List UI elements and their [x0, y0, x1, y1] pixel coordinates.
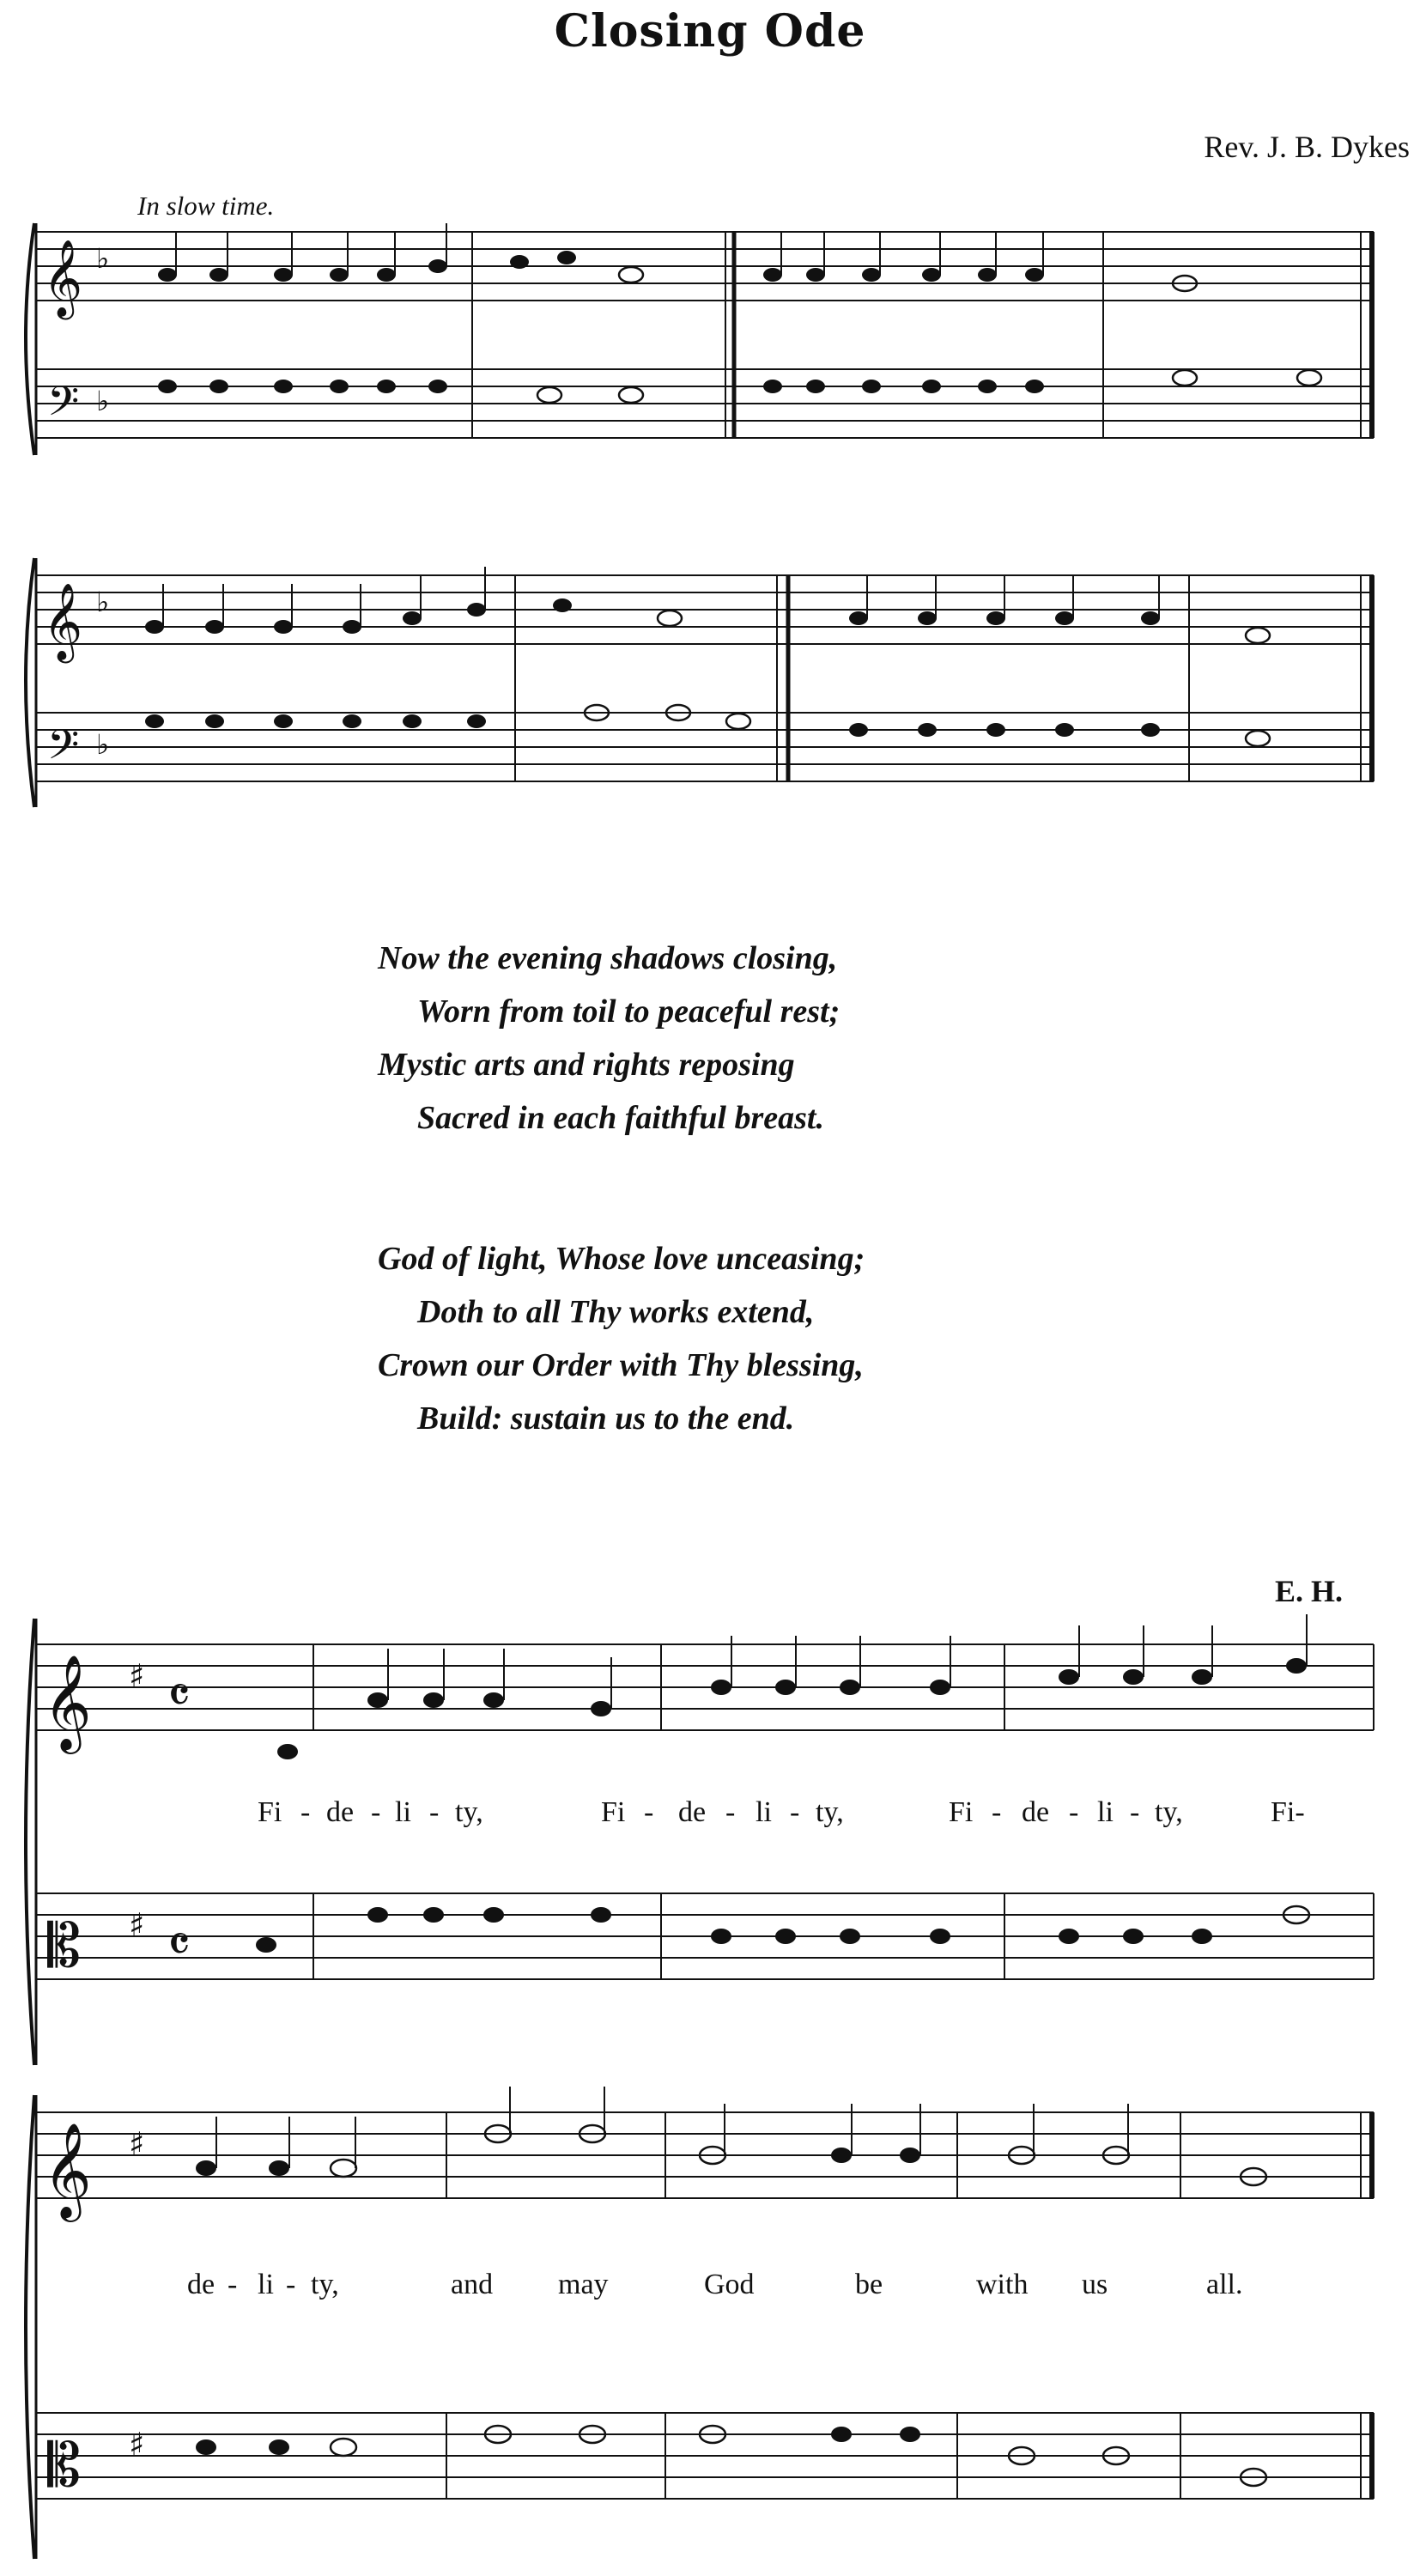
- svg-text:𝄡: 𝄡: [47, 2430, 82, 2500]
- lyric-hyphen: -: [1069, 1796, 1079, 1828]
- score-system-4: [0, 2087, 1420, 2567]
- verse-1-line-3: Mystic arts and rights reposing: [378, 1047, 795, 1083]
- verse-2-line-3: Crown our Order with Thy blessing,: [378, 1347, 864, 1383]
- verse-1-line-2: Worn from toil to peaceful rest;: [417, 993, 840, 1030]
- svg-text:𝄴: 𝄴: [167, 1915, 191, 1975]
- lyric-syllable: be: [855, 2269, 883, 2300]
- lyric-hyphen: -: [228, 2269, 238, 2300]
- lyric-syllable: de: [678, 1796, 707, 1828]
- svg-text:♭: ♭: [96, 586, 110, 618]
- lyric-hyphen: -: [790, 1796, 800, 1828]
- lyric-syllable: de: [326, 1796, 355, 1828]
- lyric-hyphen: -: [286, 2269, 296, 2300]
- lyrics-line-1: [0, 1796, 1420, 1848]
- svg-text:♯: ♯: [129, 1657, 145, 1695]
- svg-text:𝄞: 𝄞: [43, 1654, 92, 1750]
- lyric-syllable: ty,: [311, 2269, 339, 2300]
- lyric-syllable: with: [976, 2269, 1029, 2300]
- lyric-syllable: ty,: [455, 1796, 483, 1828]
- score-system-1: [0, 215, 1420, 472]
- lyric-syllable: God: [704, 2269, 755, 2300]
- lyric-hyphen: -: [429, 1796, 440, 1828]
- verse-2: [378, 1232, 865, 1445]
- lyric-syllable: ty,: [1155, 1796, 1183, 1828]
- verse-1-line-4: Sacred in each faithful breast.: [417, 1100, 824, 1136]
- tempo-marking: In slow time.: [137, 191, 275, 221]
- lyric-hyphen: -: [992, 1796, 1002, 1828]
- verse-1-line-1: Now the evening shadows closing,: [378, 940, 838, 976]
- lyric-syllable: and: [451, 2269, 494, 2300]
- lyric-syllable: Fi: [258, 1796, 282, 1828]
- verse-2-line-4: Build: sustain us to the end.: [417, 1400, 795, 1437]
- lyric-hyphen: -: [725, 1796, 736, 1828]
- lyric-syllable: li: [395, 1796, 411, 1828]
- svg-text:♯: ♯: [129, 1906, 145, 1944]
- svg-text:𝄴: 𝄴: [167, 1666, 191, 1726]
- lyric-syllable: de: [187, 2269, 215, 2300]
- lyric-hyphen: -: [644, 1796, 654, 1828]
- lyric-syllable: Fi-: [1271, 1796, 1305, 1828]
- lyric-syllable: li: [756, 1796, 772, 1828]
- composer-credit: Rev. J. B. Dykes: [1204, 130, 1410, 164]
- lyric-syllable: Fi: [949, 1796, 974, 1828]
- svg-text:𝄢: 𝄢: [47, 720, 80, 779]
- verse-2-line-2: Doth to all Thy works extend,: [417, 1294, 815, 1330]
- svg-text:♭: ♭: [96, 728, 110, 761]
- svg-text:𝄞: 𝄞: [43, 240, 83, 317]
- second-piece-author: E. H.: [1274, 1574, 1343, 1608]
- svg-text:♯: ♯: [129, 2125, 145, 2163]
- lyric-hyphen: -: [371, 1796, 381, 1828]
- svg-text:♯: ♯: [129, 2426, 145, 2464]
- lyric-syllable: de: [1022, 1796, 1050, 1828]
- svg-text:♭: ♭: [96, 242, 110, 275]
- lyrics-line-2: [0, 2269, 1420, 2320]
- score-system-2: [0, 550, 1420, 824]
- lyric-syllable: all.: [1206, 2269, 1243, 2300]
- lyric-syllable: may: [558, 2269, 609, 2300]
- verse-1: [378, 932, 840, 1145]
- verse-2-line-1: God of light, Whose love unceasing;: [378, 1241, 865, 1277]
- lyric-syllable: us: [1082, 2269, 1108, 2300]
- svg-text:𝄞: 𝄞: [43, 583, 83, 660]
- page-title: Closing Ode: [554, 5, 866, 58]
- lyric-syllable: li: [258, 2269, 274, 2300]
- svg-text:♭: ♭: [96, 385, 110, 417]
- lyric-syllable: Fi: [601, 1796, 626, 1828]
- lyric-syllable: ty,: [816, 1796, 844, 1828]
- svg-text:𝄡: 𝄡: [47, 1911, 82, 1981]
- svg-text:𝄢: 𝄢: [47, 377, 80, 435]
- svg-text:𝄞: 𝄞: [43, 2122, 92, 2218]
- lyric-syllable: li: [1097, 1796, 1114, 1828]
- lyric-hyphen: -: [1130, 1796, 1140, 1828]
- lyric-hyphen: -: [300, 1796, 311, 1828]
